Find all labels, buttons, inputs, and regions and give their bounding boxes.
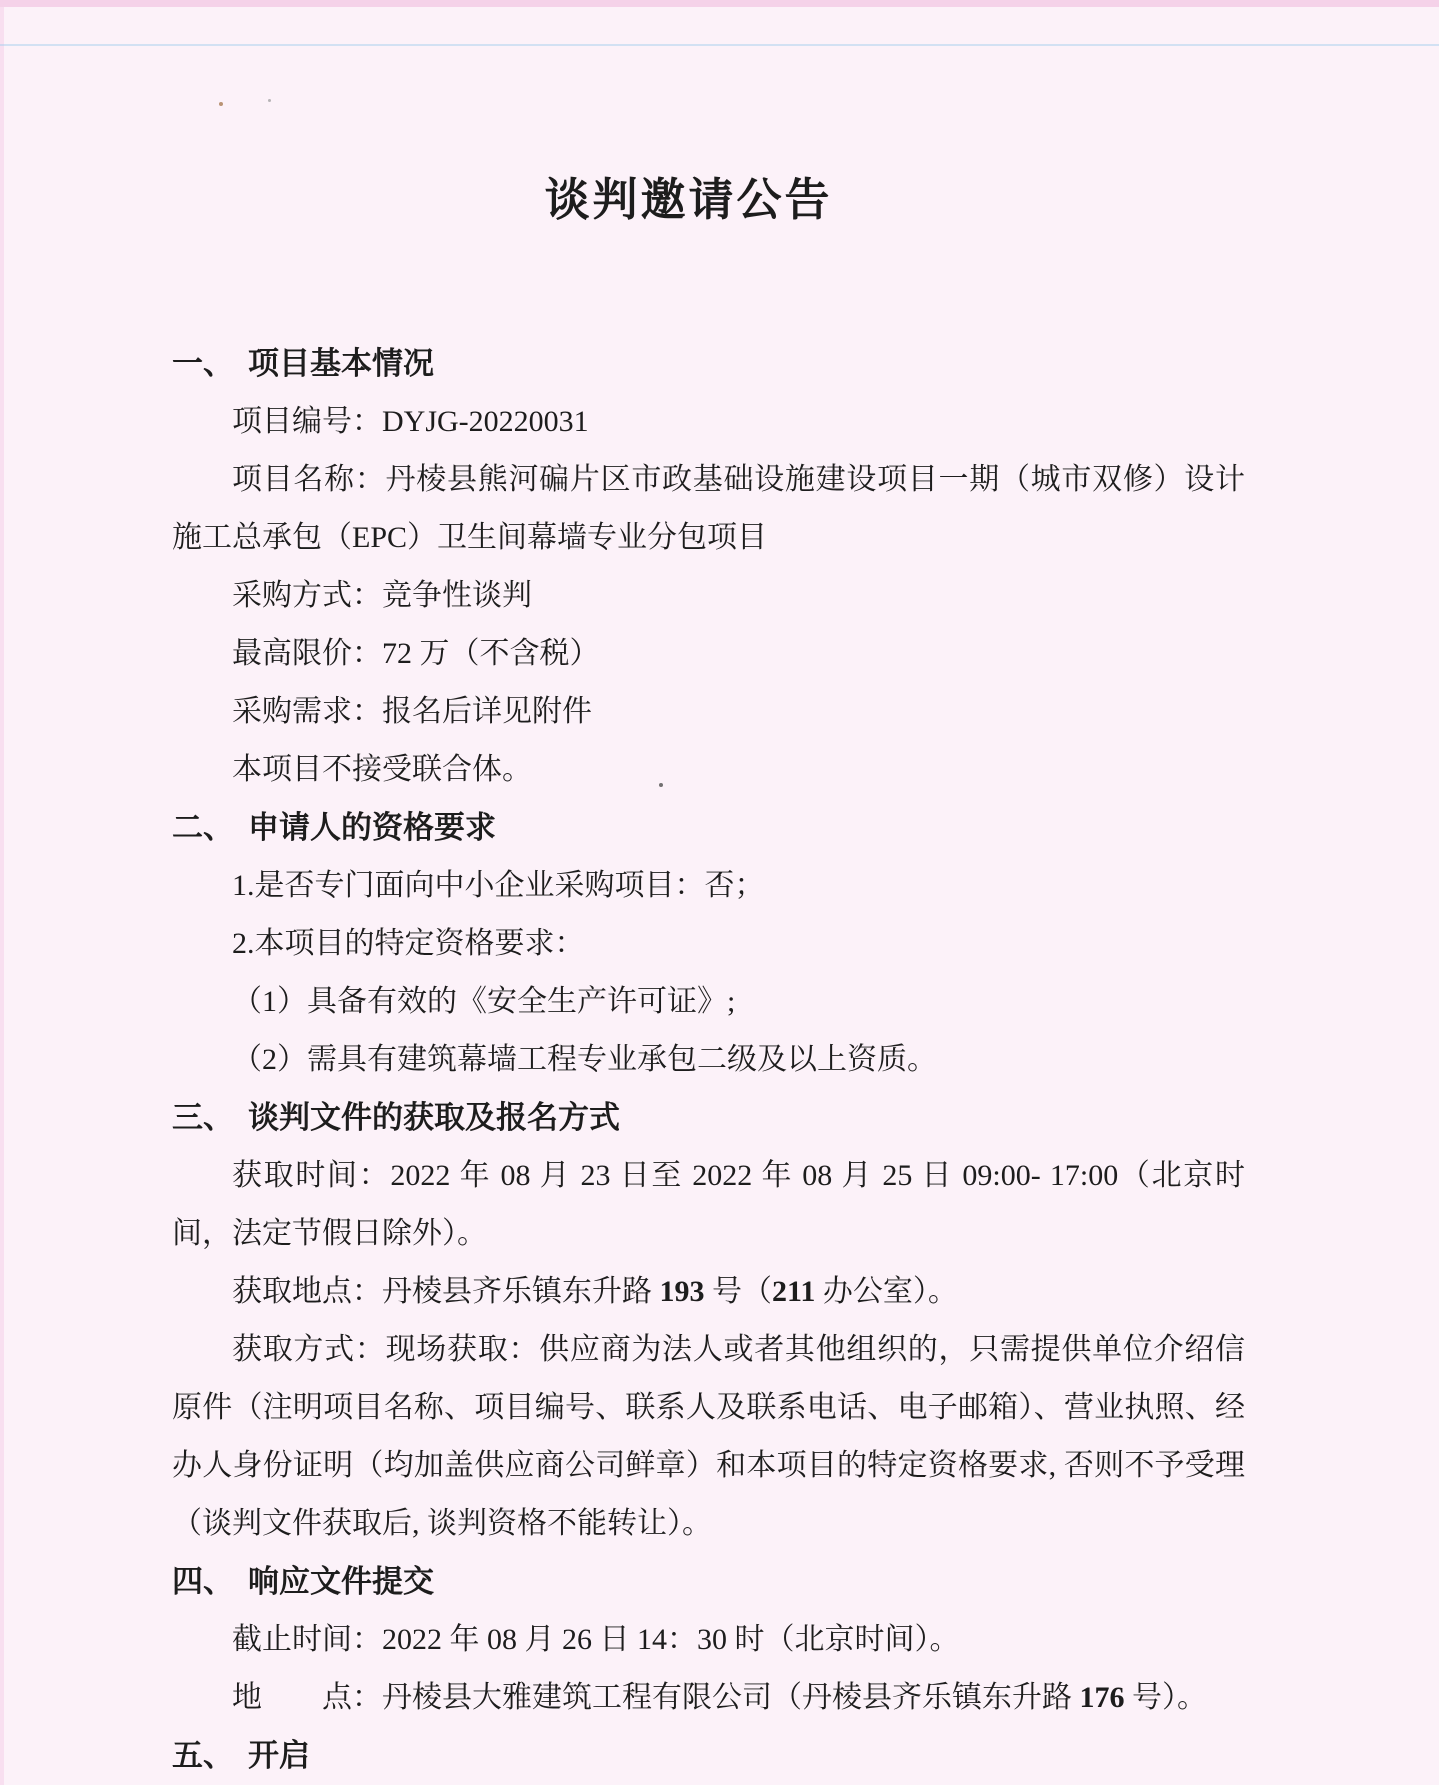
scan-speck xyxy=(268,99,271,102)
section-heading-qualification xyxy=(172,799,1245,857)
section-title: 项目基本情况 xyxy=(248,346,434,381)
paragraph-no-consortium: 本项目不接受联合体。 xyxy=(232,753,532,786)
paragraph-specific-req: 2.本项目的特定资格要求： xyxy=(232,927,585,960)
section-title: 开启 xyxy=(248,1738,310,1773)
section-number: 五、 xyxy=(172,1738,234,1773)
section-heading-doc-acquisition xyxy=(172,1089,1245,1147)
document-title: 谈判邀请公告 xyxy=(544,175,833,225)
section-heading-basic-info xyxy=(172,335,1245,393)
paragraph-project-code: 项目编号：DYJG-20220031 xyxy=(232,405,589,438)
section-heading-response-submit xyxy=(172,1553,1245,1611)
section-number: 四、 xyxy=(172,1564,234,1599)
scan-left-edge-band xyxy=(0,0,4,1785)
paragraph-sme-question: 1.是否专门面向中小企业采购项目：否； xyxy=(232,869,765,902)
paragraph-acquire-way: 获取方式：现场获取：供应商为法人或者其他组织的，只需提供单位介绍信原件（注明项目名称、项目编号、联系人及联系电话、电子邮箱）、营业执照、经办人身份证明（均加盖供应商公司鲜章）和本项目的特定资格要求, 否则不予受理（谈判文件获取后, 谈判资格不能转让）。 xyxy=(172,1333,1245,1540)
document-body xyxy=(172,335,1245,1785)
paragraph-deadline: 截止时间：2022 年 08 月 26 日 14：30 时（北京时间）。 xyxy=(232,1623,960,1656)
paragraph-procure-demand: 采购需求：报名后详见附件 xyxy=(232,695,592,728)
paragraph-requirement-1: （1）具备有效的《安全生产许可证》; xyxy=(232,985,736,1018)
paragraph-acquire-place: 获取地点：丹棱县齐乐镇东升路 193 号（211 办公室）。 xyxy=(232,1275,958,1308)
section-number: 二、 xyxy=(172,810,234,845)
section-number: 三、 xyxy=(172,1100,234,1135)
scan-line-artifact xyxy=(0,44,1439,46)
paragraph-acquire-time: 获取时间：2022 年 08 月 23 日至 2022 年 08 月 25 日 09:00- 17:00（北京时间，法定节假日除外）。 xyxy=(172,1159,1245,1250)
scan-top-edge-band xyxy=(0,0,1439,7)
section-heading-opening xyxy=(172,1727,1245,1785)
section-number: 一、 xyxy=(172,346,234,381)
scan-speck xyxy=(219,102,223,106)
paragraph-procure-method: 采购方式：竞争性谈判 xyxy=(232,579,532,612)
paragraph-project-name: 项目名称：丹棱县熊河碥片区市政基础设施建设项目一期（城市双修）设计施工总承包（EPC）卫生间幕墙专业分包项目 xyxy=(172,463,1245,554)
section-title: 申请人的资格要求 xyxy=(248,810,496,845)
section-title: 谈判文件的获取及报名方式 xyxy=(248,1100,620,1135)
paragraph-submit-place: 地 点：丹棱县大雅建筑工程有限公司（丹棱县齐乐镇东升路 176 号）。 xyxy=(232,1681,1207,1714)
section-title: 响应文件提交 xyxy=(248,1564,434,1599)
paragraph-requirement-2: （2）需具有建筑幕墙工程专业承包二级及以上资质。 xyxy=(232,1043,937,1076)
paragraph-price-cap: 最高限价：72 万（不含税） xyxy=(232,637,600,670)
